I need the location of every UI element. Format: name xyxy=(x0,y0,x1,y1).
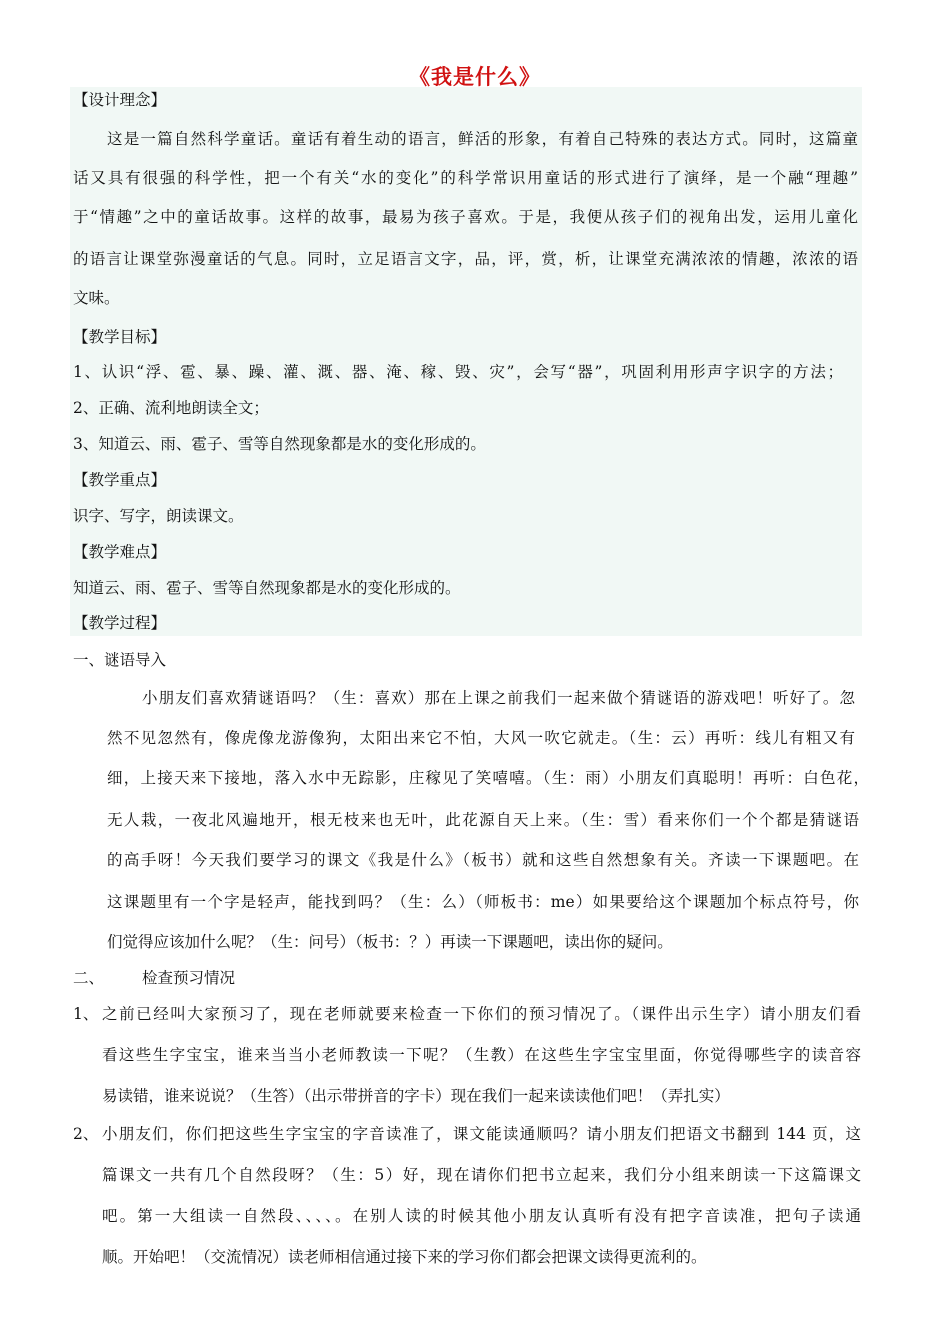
design-line: 文味。 xyxy=(73,289,120,307)
item-number: 2、 xyxy=(73,1125,99,1143)
item2-line: 吧。第一大组读一自然段、、、、。在别人读的时候其他小朋友认真听有没有把字音读准，把句子读通 xyxy=(102,1207,861,1225)
design-line: 于“情趣”之中的童话故事。这样的故事，最易为孩子喜欢。于是，我便从孩子们的视角出发，运用儿童化 xyxy=(73,208,858,226)
goal-item: 3、知道云、雨、雹子、雪等自然现象都是水的变化形成的。 xyxy=(73,435,486,453)
section1-line: 无人栽，一夜北风遍地开，根无枝来也无叶，此花源自天上来。（生：雪）看来你们一个个都是猜谜语 xyxy=(107,811,859,829)
section1-line: 的高手呀！今天我们要学习的课文《我是什么》（板书）就和这些自然想象有关。齐读一下课题吧。在 xyxy=(107,851,859,869)
section1-line: 细，上接天来下接地，落入水中无踪影，庄稼见了笑嘻嘻。（生：雨）小朋友们真聪明！再听：白色花， xyxy=(107,769,869,787)
process-heading: 【教学过程】 xyxy=(73,614,167,632)
design-heading: 【设计理念】 xyxy=(73,91,167,109)
item1-line: 看这些生字宝宝，谁来当当小老师教读一下呢？（生教）在这些生字宝宝里面，你觉得哪些字的读音容 xyxy=(102,1046,861,1064)
design-line: 话又具有很强的科学性，把一个有关“水的变化”的科学常识用童话的形式进行了演绎，是一个融“理趣” xyxy=(73,169,858,187)
section-title: 检查预习情况 xyxy=(142,969,236,987)
goal-item: 1、认识“浮、雹、暴、躁、灌、溉、器、淹、稼、毁、灾”，会写“器”，巩固利用形声字识字的方法； xyxy=(73,363,843,381)
section1-line: 们觉得应该加什么呢？（生：问号）（板书：？）再读一下课题吧，读出你的疑问。 xyxy=(107,933,673,951)
page-title: 《我是什么》 xyxy=(409,64,541,89)
item2-line: 小朋友们，你们把这些生字宝宝的字音读准了，课文能读通顺吗？请小朋友们把语文书翻到 144 页，这 xyxy=(102,1125,861,1143)
section1-line: 这课题里有一个字是轻声，能找到吗？（生：么）（师板书：me）如果要给这个课题加个标点符号，你 xyxy=(107,893,859,911)
item1-line: 之前已经叫大家预习了，现在老师就要来检查一下你们的预习情况了。（课件出示生字）请小朋友们看 xyxy=(102,1005,861,1023)
item2-line: 顺。开始吧！（交流情况）读老师相信通过接下来的学习你们都会把课文读得更流利的。 xyxy=(102,1248,707,1266)
section-title: 一、谜语导入 xyxy=(73,651,167,669)
section1-line: 然不见忽然有，像虎像龙游像狗，太阳出来它不怕，大风一吹它就走。（生：云）再听：线儿有粗又有 xyxy=(107,729,855,747)
key-heading: 【教学重点】 xyxy=(73,471,167,489)
design-line: 的语言让课堂弥漫童话的气息。同时，立足语言文字，品，评，赏，析，让课堂充满浓浓的情趣，浓浓的语 xyxy=(73,250,858,268)
section1-line: 小朋友们喜欢猜谜语吗？（生：喜欢）那在上课之前我们一起来做个猜谜语的游戏吧！听好了。忽 xyxy=(142,689,855,707)
goal-item: 2、正确、流利地朗读全文； xyxy=(73,399,269,417)
section2-number: 二、 xyxy=(73,969,105,987)
design-line: 这是一篇自然科学童话。童话有着生动的语言，鲜活的形象，有着自己特殊的表达方式。同时，这篇童 xyxy=(107,130,858,148)
difficult-heading: 【教学难点】 xyxy=(73,543,167,561)
item2-line: 篇课文一共有几个自然段呀？（生：5）好，现在请你们把书立起来，我们分小组来朗读一下这篇课文 xyxy=(102,1166,861,1184)
goals-heading: 【教学目标】 xyxy=(73,328,167,346)
difficult-text: 知道云、雨、雹子、雪等自然现象都是水的变化形成的。 xyxy=(73,579,461,597)
key-text: 识字、写字，朗读课文。 xyxy=(73,507,244,525)
item1-line: 易读错，谁来说说？（生答）（出示带拼音的字卡）现在我们一起来读读他们吧！（弄扎实） xyxy=(102,1087,730,1105)
item-number: 1、 xyxy=(73,1005,99,1023)
